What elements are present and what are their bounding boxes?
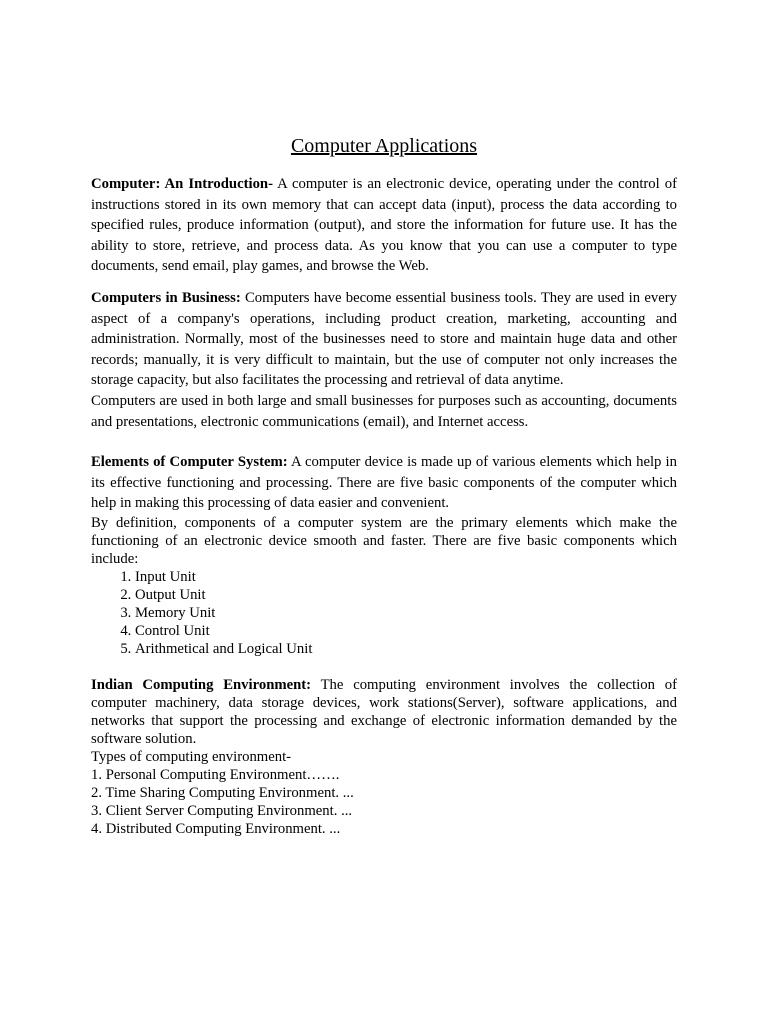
list-item: 2. Output Unit xyxy=(135,586,677,604)
indian-computing-text: The computing environment involves the collection of computer machinery, data storage devices, work stations(Server), software applications, and networks that support the processing and exchange of electronic information demanded by the software solution. xyxy=(91,676,677,747)
business-paragraph-2: Computers are used in both large and small businesses for purposes such as accounting, documents and presentations, electronic communications (email), and Internet access. xyxy=(91,392,677,430)
business-text: Computers have become essential business tools. They are used in every aspect of a company's operations, including product creation, marketing, accounting and administration. Normally, most of the businesses need to store and maintain huge data and other records; manually, it is very difficult to maintain, but the use of computer not only increases the storage capacity, but also facilitates the processing and retrieval of data anytime. xyxy=(91,289,677,389)
components-list xyxy=(91,568,677,658)
list-item: 5. Arithmetical and Logical Unit xyxy=(135,640,677,658)
list-item: 1. Personal Computing Environment……. xyxy=(91,766,340,783)
indian-computing-paragraph xyxy=(91,676,677,748)
computing-types-list xyxy=(91,748,677,838)
introduction-paragraph xyxy=(91,174,677,277)
elements-paragraph xyxy=(91,452,677,514)
elements-heading: Elements of Computer System: xyxy=(91,454,288,471)
list-item: 3. Client Server Computing Environment. ... xyxy=(91,802,353,819)
list-item: 2. Time Sharing Computing Environment. ... xyxy=(91,784,354,801)
computing-types-label: Types of computing environment- xyxy=(91,748,292,765)
elements-text: A computer device is made up of various elements which help in its effective functioning and processing. There are five basic components of the computer which help in making this processing of data easier and convenient. xyxy=(91,454,677,512)
list-item: 4. Control Unit xyxy=(135,622,677,640)
page-title: Computer Applications xyxy=(290,135,478,157)
business-paragraph xyxy=(91,288,677,391)
list-item: 1. Input Unit xyxy=(135,568,677,586)
indian-computing-heading: Indian Computing Environment: xyxy=(91,676,312,693)
document-page xyxy=(91,133,677,838)
business-heading: Computers in Business: xyxy=(91,289,241,306)
list-item: 3. Memory Unit xyxy=(135,604,677,622)
introduction-text: A computer is an electronic device, operating under the control of instructions stored in its own memory that can accept data (input), process the data according to specified rules, produce information (output), and store the information for future use. It has the ability to store, retrieve, and process data. As you know that you can use a computer to type documents, send email, play games, and browse the Web. xyxy=(91,176,677,275)
introduction-heading: Computer: An Introduction- xyxy=(91,176,273,192)
elements-paragraph-2: By definition, components of a computer system are the primary elements which make the functioning of an electronic device smooth and faster. There are five basic components which include: xyxy=(91,514,677,567)
list-item: 4. Distributed Computing Environment. ... xyxy=(91,820,341,837)
